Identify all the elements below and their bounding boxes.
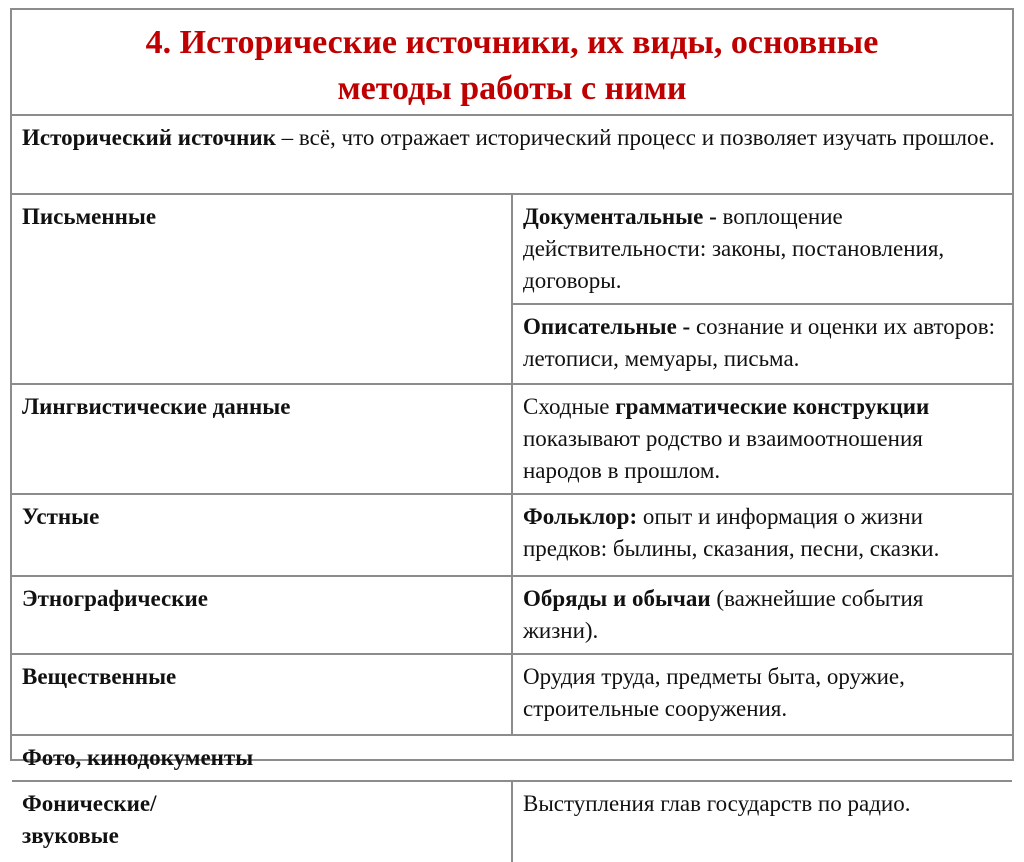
table-row-ethnographic xyxy=(12,576,1012,654)
material-label: Вещественные xyxy=(12,654,512,735)
linguistic-label: Лингвистические данные xyxy=(12,384,512,494)
linguistic-term: грамматические конструкции xyxy=(615,394,930,419)
table-row-oral xyxy=(12,494,1012,576)
photo-label: Фото, кинодокументы xyxy=(12,735,1012,781)
ethnographic-cell xyxy=(512,576,1012,654)
documentary-cell xyxy=(512,194,1012,304)
oral-label: Устные xyxy=(12,494,512,576)
title-line-2: методы работы с ними xyxy=(337,70,687,107)
definition-cell xyxy=(12,116,1012,194)
phonic-text: Выступления глав государств по радио. xyxy=(512,781,1012,862)
table-row-phonic xyxy=(12,781,1012,862)
material-text: Орудия труда, предметы быта, оружие, строительные сооружения. xyxy=(512,654,1012,735)
descriptive-cell xyxy=(512,304,1012,384)
sources-table-sheet xyxy=(10,8,1014,848)
sources-table xyxy=(12,116,1012,862)
ethnographic-term: Обряды и обычаи xyxy=(523,586,711,611)
title-line-1: 4. Исторические источники, их виды, основные xyxy=(145,24,879,61)
linguistic-post: показывают родство и взаимоотношения народов в прошлом. xyxy=(523,426,923,483)
phonic-label xyxy=(12,781,512,862)
oral-text: опыт и информация о жизни предков: былины, сказания, песни, сказки. xyxy=(523,504,940,561)
linguistic-pre: Сходные xyxy=(523,394,616,419)
oral-term: Фольклор: xyxy=(523,504,638,529)
descriptive-text: сознание и оценки их авторов: летописи, мемуары, письма. xyxy=(523,314,996,371)
written-label: Письменные xyxy=(12,194,512,384)
ethnographic-label: Этнографические xyxy=(12,576,512,654)
table-row-definition xyxy=(12,116,1012,194)
table-row-written-documentary xyxy=(12,194,1012,304)
documentary-term: Документальные - xyxy=(523,204,717,229)
oral-cell xyxy=(512,494,1012,576)
phonic-label-line-1: Фонические/ xyxy=(22,791,157,816)
table-row-photo xyxy=(12,735,1012,781)
phonic-label-line-2: звуковые xyxy=(22,823,119,848)
table-row-material xyxy=(12,654,1012,735)
table-row-linguistic xyxy=(12,384,1012,494)
documentary-text: воплощение действительности: законы, постановления, договоры. xyxy=(523,204,945,293)
ethnographic-text: (важнейшие события жизни). xyxy=(523,586,924,643)
definition-term: Исторический источник xyxy=(22,125,276,150)
definition-text: – всё, что отражает исторический процесс и позволяет изучать прошлое. xyxy=(275,125,995,150)
page-title xyxy=(12,10,1012,116)
descriptive-term: Описательные - xyxy=(523,314,691,339)
linguistic-cell xyxy=(512,384,1012,494)
